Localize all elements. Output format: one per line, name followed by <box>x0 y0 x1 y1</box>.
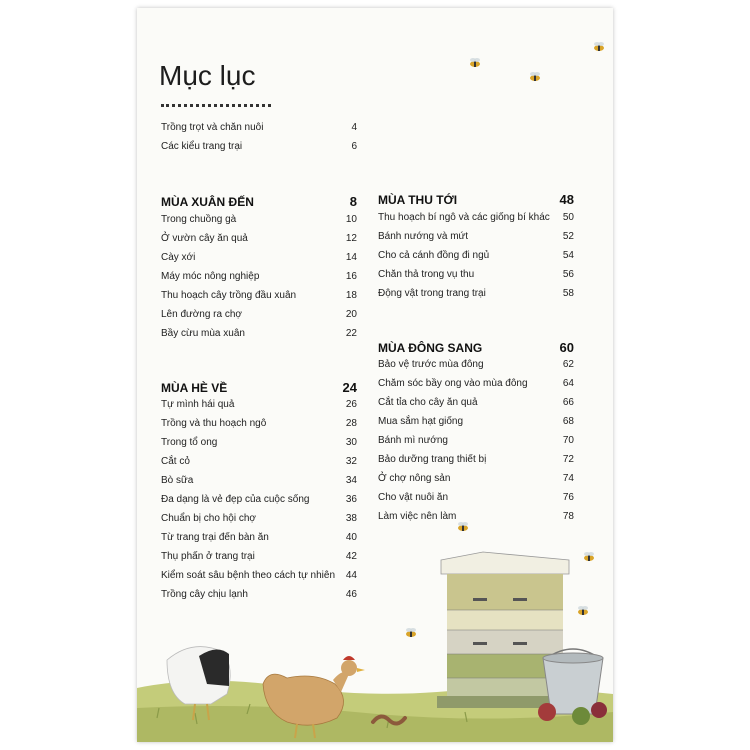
toc-entry-autumn-1[interactable]: Bánh nướng và mứt 52 <box>378 231 574 242</box>
apple-icon <box>591 702 607 718</box>
bee-icon <box>458 522 468 531</box>
toc-entry-summer-5[interactable]: Đa dạng là vẻ đẹp của cuộc sống 36 <box>161 494 357 505</box>
toc-entry-page: 4 <box>351 122 357 133</box>
toc-entry-winter-7[interactable]: Cho vật nuôi ăn 76 <box>378 492 574 503</box>
farm-illustration <box>137 8 613 742</box>
book-page <box>137 8 613 742</box>
toc-entry-spring-0[interactable]: Trong chuồng gà 10 <box>161 214 357 225</box>
toc-entry-summer-2[interactable]: Trong tổ ong 30 <box>161 437 357 448</box>
toc-entry-label: Trồng trọt và chăn nuôi <box>161 122 264 133</box>
toc-entry-spring-4[interactable]: Thu hoạch cây trồng đầu xuân 18 <box>161 290 357 301</box>
apple-icon <box>538 703 556 721</box>
toc-entry-winter-4[interactable]: Bánh mì nướng 70 <box>378 435 574 446</box>
toc-entry-spring-5[interactable]: Lên đường ra chợ 20 <box>161 309 357 320</box>
toc-entry-autumn-4[interactable]: Động vật trong trang trại 58 <box>378 288 574 299</box>
toc-entry-winter-8[interactable]: Làm việc nên làm 78 <box>378 511 574 522</box>
bee-icon <box>530 72 540 81</box>
toc-entry-winter-6[interactable]: Ở chợ nông sản 74 <box>378 473 574 484</box>
toc-entry-summer-6[interactable]: Chuẩn bị cho hội chợ 38 <box>161 513 357 524</box>
toc-entry-summer-9[interactable]: Kiểm soát sâu bệnh theo cách tự nhiên 44 <box>161 570 357 581</box>
toc-entry-spring-1[interactable]: Ở vườn cây ăn quả 12 <box>161 233 357 244</box>
toc-entry-summer-3[interactable]: Cắt cỏ 32 <box>161 456 357 467</box>
toc-entry-spring-3[interactable]: Máy móc nông nghiệp 16 <box>161 271 357 282</box>
section-heading-winter[interactable]: MÙA ĐÔNG SANG 60 <box>378 340 574 355</box>
bee-icon <box>584 552 594 561</box>
toc-entry-summer-7[interactable]: Từ trang trại đến bàn ăn 40 <box>161 532 357 543</box>
section-heading-summer[interactable]: MÙA HÈ VỀ 24 <box>161 380 357 395</box>
toc-entry-winter-0[interactable]: Bảo vệ trước mùa đông 62 <box>378 359 574 370</box>
toc-entry-page: 6 <box>351 141 357 152</box>
section-heading-autumn[interactable]: MÙA THU TỚI 48 <box>378 192 574 207</box>
toc-entry-winter-5[interactable]: Bảo dưỡng trang thiết bị 72 <box>378 454 574 465</box>
toc-entry-autumn-2[interactable]: Cho cả cánh đồng đi ngủ 54 <box>378 250 574 261</box>
bee-icon <box>578 606 588 615</box>
bee-icon <box>594 42 604 51</box>
bee-icon <box>470 58 480 67</box>
toc-entry-spring-6[interactable]: Bầy cừu mùa xuân 22 <box>161 328 357 339</box>
toc-entry-spring-2[interactable]: Cày xới 14 <box>161 252 357 263</box>
toc-entry-summer-4[interactable]: Bò sữa 34 <box>161 475 357 486</box>
section-heading-spring[interactable]: MÙA XUÂN ĐẾN 8 <box>161 194 357 209</box>
toc-entry-winter-1[interactable]: Chăm sóc bầy ong vào mùa đông 64 <box>378 378 574 389</box>
bee-icon <box>406 628 416 637</box>
page-title: Mục lục <box>159 60 256 91</box>
toc-entry-summer-1[interactable]: Trồng và thu hoạch ngô 28 <box>161 418 357 429</box>
toc-entry-summer-0[interactable]: Tự mình hái quả 26 <box>161 399 357 410</box>
toc-entry-summer-8[interactable]: Thụ phấn ở trang trại 42 <box>161 551 357 562</box>
toc-entry-autumn-3[interactable]: Chăn thả trong vụ thu 56 <box>378 269 574 280</box>
toc-entry-winter-3[interactable]: Mua sắm hạt giống 68 <box>378 416 574 427</box>
apple-icon <box>572 707 590 725</box>
toc-entry-autumn-0[interactable]: Thu hoạch bí ngô và các giống bí khác 50 <box>378 212 574 223</box>
toc-entry-label: Các kiểu trang trại <box>161 141 243 152</box>
toc-entry-winter-2[interactable]: Cắt tỉa cho cây ăn quả 66 <box>378 397 574 408</box>
toc-entry-summer-10[interactable]: Trồng cây chịu lạnh 46 <box>161 589 357 600</box>
